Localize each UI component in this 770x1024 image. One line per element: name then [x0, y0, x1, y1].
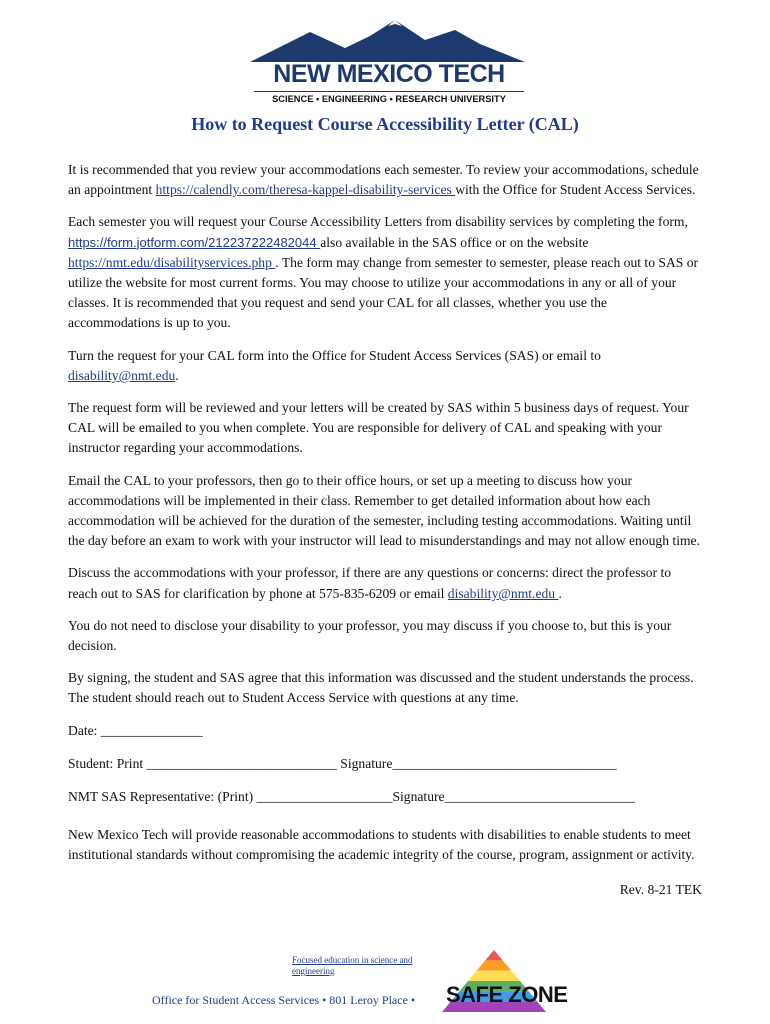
- email-link-2[interactable]: disability@nmt.edu: [447, 585, 559, 601]
- safe-zone-stripe: [468, 971, 520, 981]
- calendly-link[interactable]: https://calendly.com/theresa-kappel-disability-services: [155, 182, 456, 198]
- safe-zone-stripe: [477, 960, 512, 970]
- nmt-logo: [250, 18, 525, 106]
- revision: Rev. 8-21 TEK: [619, 881, 702, 897]
- mountain-logo-icon: [250, 18, 525, 62]
- paragraph-policy: New Mexico Tech will provide reasonable accommodations to students with disabilities to enable students to meet institutional standards without compromising the academic integrity of the course, program, assignment or activity.: [68, 827, 695, 863]
- disability-services-link[interactable]: https://nmt.edu/disabilityservices.php: [68, 254, 276, 270]
- page-title: How to Request Course Accessibility Letter (CAL): [191, 114, 579, 134]
- rep-signature-line: NMT SAS Representative: (Print) ____________________Signature____________________________: [68, 789, 635, 805]
- paragraph-turn-in: Turn the request for your CAL form into the Office for Student Access Services (SAS) or email to disability@nmt.edu.: [68, 347, 601, 383]
- paragraph-review: It is recommended that you review your accommodations each semester. To review your accommodations, schedule an appointment https://calendly.com/theresa-kappel-disability-services with the Office for Student Access Services.: [68, 162, 699, 198]
- jotform-link[interactable]: https://form.jotform.com/212237222482044: [68, 234, 321, 250]
- paragraph-disclose: You do not need to disclose your disability to your professor, you may discuss if you choose to, but this is your decision.: [68, 617, 672, 654]
- paragraph-request: Each semester you will request your Course Accessibility Letters from disability services by completing the form, https://form.jotform.com/212237222482044 also available in the SAS office or on the website https://nmt.edu/disabilityservices.php . The form may change from semester to semester, please reach out to SAS or utilize the website for most current forms. You may choose to utilize your accommodations in any or all of your classes. It is recommended that you request and send your CAL for all classes, whether you use the accommodations is up to you.: [68, 214, 699, 331]
- paragraph-review-process: The request form will be reviewed and your letters will be created by SAS within 5 business days of request. Your CAL will be emailed to you when complete. You are responsible for delivery of CAL and speaking with your instructor regarding your accommodations.: [68, 400, 689, 456]
- paragraph-signing: By signing, the student and SAS agree that this information was discussed and the student understands the process. The student should reach out to Student Access Service with questions at any time.: [68, 670, 694, 706]
- paragraph-email-professors: Email the CAL to your professors, then go to their office hours, or set up a meeting to discuss how your accommodations will be implemented in their class. Remember to get detailed information about how each accommodation will be achieved for the duration of the semester, including testing accommodations. Waiting until the day before an exam to work with your instructor will lead to misunderstandings and may not allow enough time.: [68, 472, 700, 549]
- safe-zone-label: SAFE ZONE: [446, 982, 568, 1007]
- email-link[interactable]: disability@nmt.edu: [68, 367, 176, 383]
- logo-name: NEW MEXICO TECH: [273, 60, 505, 88]
- paragraph-discuss: Discuss the accommodations with your professor, if there are any questions or concerns: direct the professor to reach out to SAS for clarification by phone at 575-835-6209 or email disability@nmt.edu .: [68, 565, 672, 601]
- document-body: [68, 160, 702, 900]
- focused-education-link[interactable]: Focused education in science and engineering: [292, 955, 413, 976]
- footer-address: Office for Student Access Services • 801 Leroy Place •: [152, 993, 416, 1007]
- safe-zone-stripe: [485, 950, 502, 960]
- logo-tagline: SCIENCE • ENGINEERING • RESEARCH UNIVERSITY: [254, 91, 524, 104]
- date-line: Date: _______________: [68, 722, 203, 738]
- focused-education-link-wrap: [292, 955, 437, 977]
- student-signature-line: Student: Print ____________________________ Signature_________________________________: [68, 755, 617, 771]
